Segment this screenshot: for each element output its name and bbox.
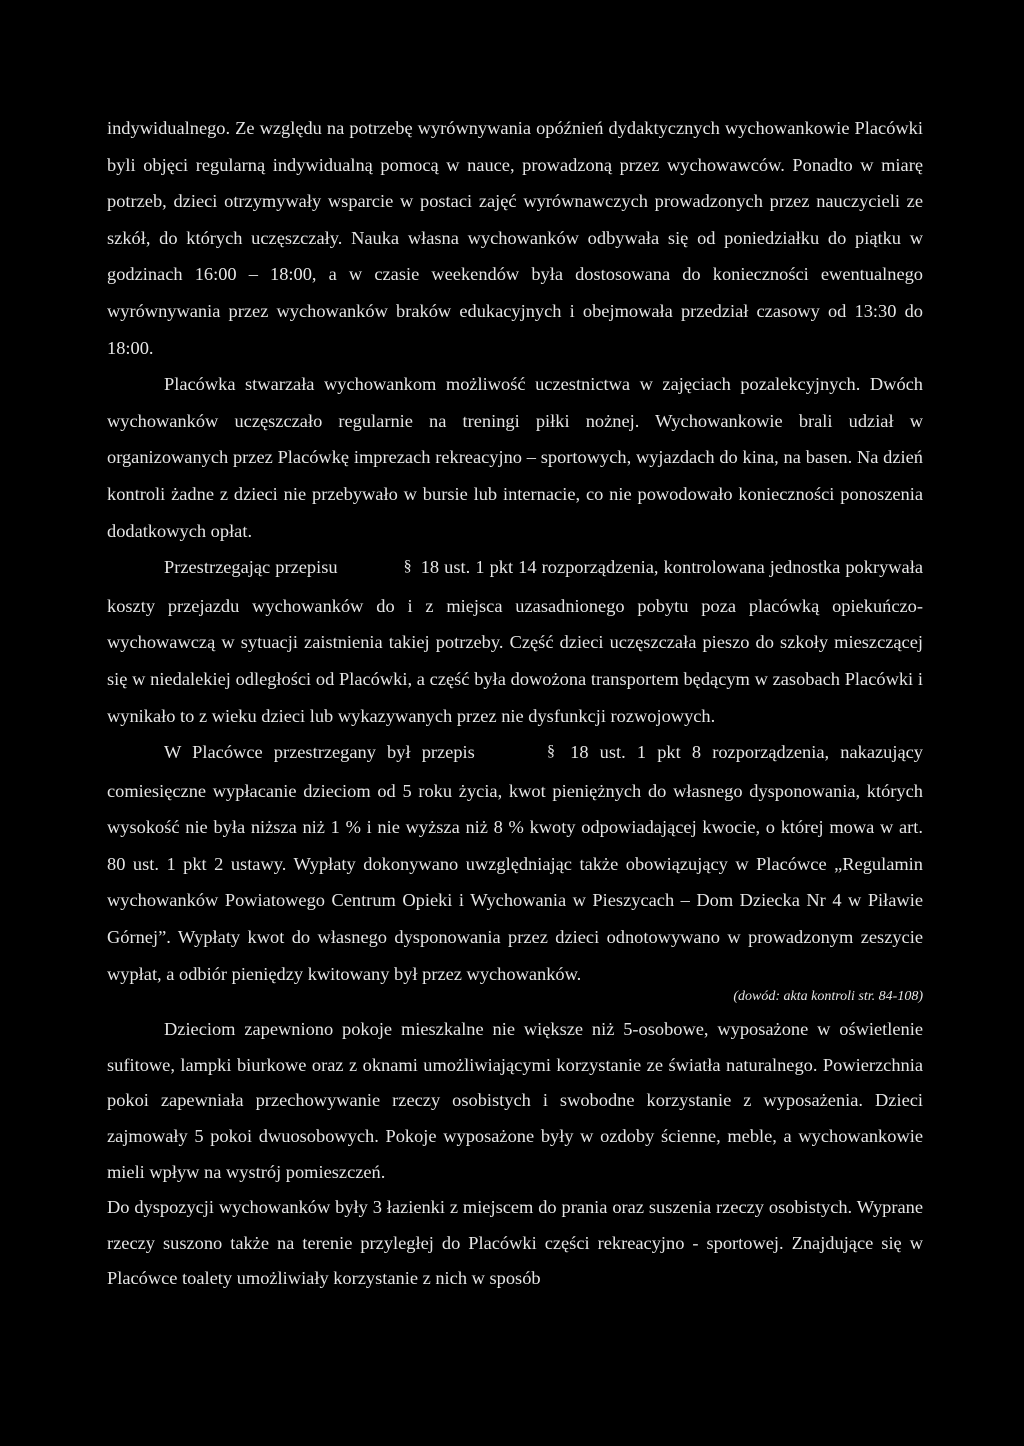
section-sign: § (546, 743, 555, 761)
paragraph-rooms: Dzieciom zapewniono pokoje mieszkalne nie większe niż 5-osobowe, wyposażone w oświetlenie sufitowe, lampki biurkowe oraz z oknami umożliwiającymi korzystanie ze światła naturalnego. Powierzchnia pokoi zapewniała przechowywanie rzeczy osobistych i swobodne korzystanie z wyposażenia. Dzieci zajmowały 5 pokoi dwuosobowych. Pokoje wyposażone były w ozdoby ścienne, meble, a wychowankowie mieli wpływ na wystrój pomieszczeń. (107, 1019, 923, 1182)
paragraph-pocket-money-body: 18 ust. 1 pkt 8 rozporządzenia, nakazujący comiesięczne wypłacanie dzieciom od 5 roku życia, kwot pieniężnych do własnego dysponowania, których wysokość nie była niższa niż 1 % i nie wyższa niż 8 % kwoty odpowiadającej kwocie, o której mowa w art. 80 ust. 1 pkt 2 ustawy. Wypłaty dokonywano uwzględniając także obowiązujący w Placówce „Regulamin wychowanków Powiatowego Centrum Opieki i Wychowania w Pieszycach – Dom Dziecka Nr 4 w Piławie Górnej”. Wypłaty kwot do własnego dysponowania przez dzieci odnotowywano w prowadzonym zeszycie wypłat, a odbiór pieniędzy kwitowany był przez wychowanków. (107, 742, 923, 984)
paragraph-pocket-money-lead: W Placówce przestrzegany był przepis (164, 742, 475, 763)
paragraph-extracurricular: Placówka stwarzała wychowankom możliwość uczestnictwa w zajęciach pozalekcyjnych. Dwóch wychowanków uczęszczało regularnie na treningi piłki nożnej. Wychowankowie brali udział w organizowanych przez Placówkę imprezach rekreacyjno – sportowych, wyjazdach do kina, na basen. Na dzień kontroli żadne z dzieci nie przebywało w bursie lub internacie, co nie powodowało konieczności ponoszenia dodatkowych opłat. (107, 374, 923, 541)
paragraph-learning-support: indywidualnego. Ze względu na potrzebę wyrównywania opóźnień dydaktycznych wychowankowie Placówki byli objęci regularną indywidualną pomocą w nauce, prowadzoną przez wychowawców. Ponadto w miarę potrzeb, dzieci otrzymywały wsparcie w postaci zajęć wyrównawczych prowadzonych przez nauczycieli ze szkół, do których uczęszczały. Nauka własna wychowanków odbywała się od poniedziałku do piątku w godzinach 16:00 – 18:00, a w czasie weekendów była dostosowana do konieczności ewentualnego wyrównywania przez wychowanków braków edukacyjnych i obejmowała przedział czasowy od 13:30 do 18:00. (107, 118, 923, 358)
paragraph-pocket-money (107, 734, 923, 992)
evidence-reference: (dowód: akta kontroli str. 84-108) (733, 989, 923, 1005)
paragraph-transport-body: 18 ust. 1 pkt 14 rozporządzenia, kontrolowana jednostka pokrywała koszty przejazdu wychowanków do i z miejsca uzasadnionego pobytu poza placówką opiekuńczo-wychowawczą w sytuacji zaistnienia takiej potrzeby. Część dzieci uczęszczała pieszo do szkoły mieszczącej się w niedalekiej odległości od Placówki, a część była dowożona transportem będącym w zasobach Placówki i wynikało to z wieku dzieci lub wykazywanych przez nie dysfunkcji rozwojowych. (107, 557, 923, 726)
document-page (107, 110, 923, 1297)
section-sign: § (403, 558, 412, 576)
paragraph-bathrooms: Do dyspozycji wychowanków były 3 łazienki z miejscem do prania oraz suszenia rzeczy osobistych. Wyprane rzeczy suszono także na terenie przyległej do Placówki części rekreacyjno - sportowej. Znajdujące się w Placówce toalety umożliwiały korzystanie z nich w sposób (107, 1197, 923, 1289)
paragraph-transport-lead: Przestrzegając przepisu (164, 557, 338, 578)
paragraph-transport (107, 549, 923, 734)
